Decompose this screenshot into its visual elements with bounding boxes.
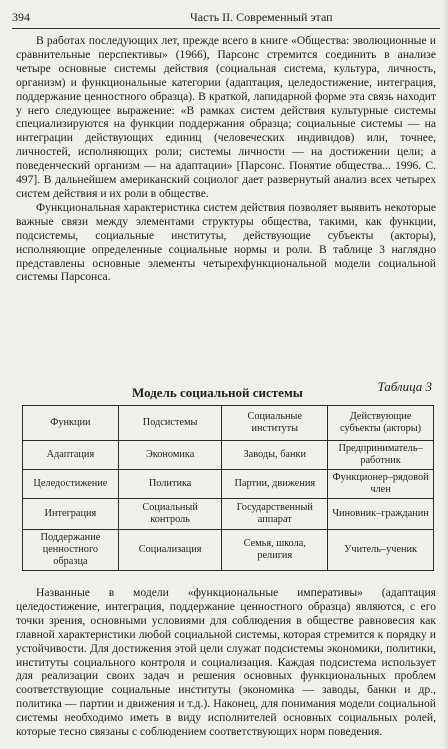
- table-cell: Интеграция: [23, 499, 119, 530]
- table-3: [22, 379, 434, 571]
- paragraph: Функциональная характеристика систем действия позволяет выявить некоторые важные связи между элементами структуры общества, такими, как функции, подсистемы, социальные институты, действующие субъекты (акторы), исполняющие определенные социальные нормы и роли. В таблице 3 наглядно представлены основные элементы четырехфункциональной модели социальной системы Парсонса.: [16, 200, 436, 284]
- table-cell: Государственный аппарат: [222, 499, 328, 530]
- column-header: Действующие субъекты (акторы): [328, 406, 434, 441]
- page-header: [12, 9, 436, 25]
- column-header: Функции: [23, 406, 119, 441]
- table-cell: Предприниматель–работник: [328, 441, 434, 470]
- table-cell: Политика: [118, 470, 222, 499]
- social-system-model-table: [22, 405, 434, 571]
- table-row: [23, 499, 434, 530]
- table-cell: Партии, движения: [222, 470, 328, 499]
- paragraph: Названные в модели «функциональные императивы» (адаптация целедостижение, интеграция, поддержание ценностного образца) являются, с его точки зрения, основными условиями для соблюдения в обществе равновесия как главной характеристики любой социальной системы, которая стремится к порядку и устойчивости. Для достижения этой цели служат подсистемы экономики, политики, институты социального контроля и социализация. Каждая подсистема использует для реализации своих задач и решения основных функциональных проблем соответствующие социальные институты (экономика — заводы, банки и др., политика — партии и движения и т.д.). Наконец, для понимания модели социальной системы необходимо иметь в виду исполнителей основных социальных ролей, которые тесно связаны с соблюдением соответствующих норм поведения.: [16, 586, 436, 739]
- table-cell: Функционер–рядовой член: [328, 470, 434, 499]
- header-rule: [12, 28, 440, 29]
- table-cell: Целедостижение: [23, 470, 119, 499]
- table-row: [23, 530, 434, 571]
- table-label: Таблица 3: [377, 379, 432, 394]
- column-header: Подсистемы: [118, 406, 222, 441]
- table-row: [23, 441, 434, 470]
- running-title: Часть II. Современный этап: [190, 10, 333, 24]
- paragraph: В работах последующих лет, прежде всего в книге «Общества: эволюционные и сравнительные перспективы» (1966), Парсонс стремится соединить в анализе четыре основные системы действия (социальная система, культура, личность, организм) и функциональные категории (адаптация, целедостижение, интеграция, поддержание ценностного образца). В краткой, лапидарной форме эта связь находит у него следующее выражение: «В рамках систем действия культурные системы специализируются на функции поддержания образца; социальные системы — на интеграции действующих единиц (человеческих индивидов) или, точнее, личностей, исполняющих роли; системы личности — на достижении цели; а поведенческий организм — на адаптации» [Парсонс. Понятие общества... 1996. С. 497]. В дальнейшем американский социолог дает развернутый анализ всех четырех систем действия и их роли в обществе.: [16, 34, 436, 200]
- table-cell: Заводы, банки: [222, 441, 328, 470]
- table-caption: [22, 379, 434, 401]
- table-cell: Социальный контроль: [118, 499, 222, 530]
- table-header-row: [23, 406, 434, 441]
- column-header: Социальные институты: [222, 406, 328, 441]
- table-cell: Чиновник–гражданин: [328, 499, 434, 530]
- page-number: 394: [12, 10, 30, 24]
- text-block-top: [16, 34, 436, 284]
- page-edge-shadow: [443, 0, 448, 749]
- table-cell: Социализация: [118, 530, 222, 571]
- table-cell: Адаптация: [23, 441, 119, 470]
- text-block-bottom: [16, 586, 436, 739]
- table-cell: Экономика: [118, 441, 222, 470]
- table-cell: Семья, школа, религия: [222, 530, 328, 571]
- table-cell: Учитель–ученик: [328, 530, 434, 571]
- table-title: Модель социальной системы: [132, 385, 303, 400]
- table-cell: Поддержание ценностного образца: [23, 530, 119, 571]
- table-row: [23, 470, 434, 499]
